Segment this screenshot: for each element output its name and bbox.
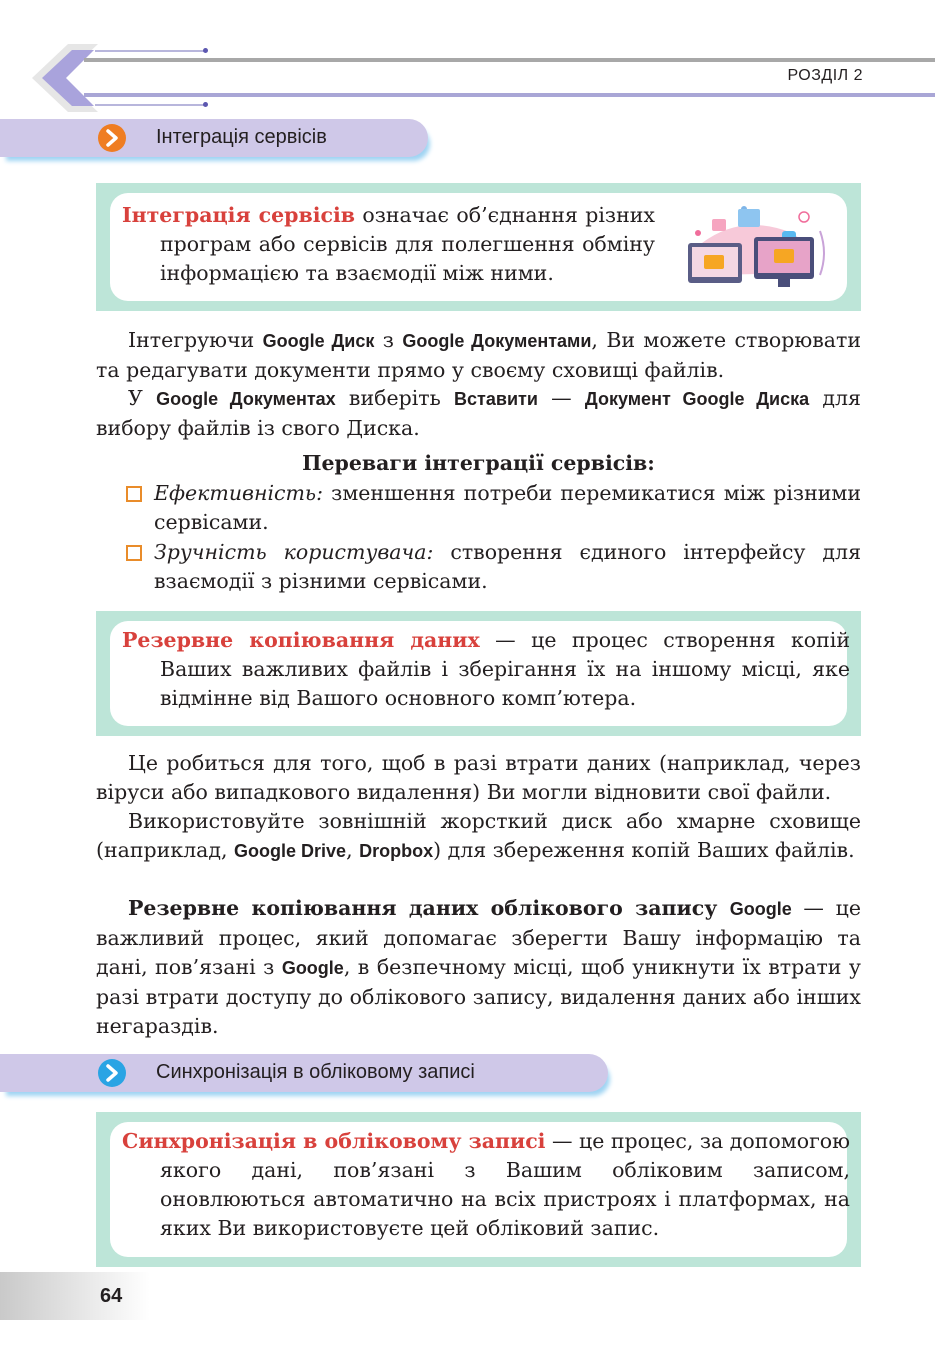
text-run: Google Диск	[262, 331, 375, 351]
text-run: , Ви можете створювати та редагувати документи прямо у своєму сховищі файлів.	[96, 328, 861, 382]
text-run: Google Drive	[234, 841, 347, 861]
chevron-right-icon	[98, 1059, 126, 1087]
chapter-label: РОЗДІЛ 2	[787, 67, 863, 84]
text-run: , в безпечному місці, щоб уникнути їх втрати у разі втрати доступу до облікового запису, видалення даних або інших негараздів.	[96, 955, 861, 1038]
paragraph	[96, 384, 861, 443]
text-run: —	[537, 386, 585, 410]
definition-body: — це процес створення копій Ваших важливих файлів і зберігання їх на іншому місці, яке відмінне від Вашого основного комп’ютера.	[160, 628, 850, 710]
definition-box-backup	[96, 611, 861, 736]
text-run: Використовуйте зовнішній жорсткий диск або хмарне сховище (наприклад,	[96, 809, 861, 862]
paragraph	[96, 326, 861, 385]
list-item-text: зменшення потреби перемикатися між різними сервісами.	[154, 481, 861, 534]
text-run: Google	[729, 899, 792, 919]
header-dot	[203, 102, 208, 107]
checkbox-bullet-icon	[126, 545, 142, 561]
text-run: Вставити	[454, 389, 538, 409]
definition-text	[122, 1127, 850, 1243]
paragraph: Це робиться для того, щоб в разі втрати даних (наприклад, через віруси або випадкового видалення) Ви могли відновити свої файли.	[96, 751, 861, 804]
definition-term: Інтеграція сервісів	[122, 203, 355, 227]
text-run: Інтегруючи	[128, 328, 263, 352]
text-run: Google Документами	[402, 331, 592, 351]
text-run: Google	[281, 958, 344, 978]
paragraph	[96, 807, 861, 866]
text-run: Резервне копіювання даних облікового запису	[128, 896, 730, 920]
header-rule-top	[84, 58, 935, 62]
text-run: з	[374, 328, 403, 352]
footer-band	[0, 1272, 150, 1320]
text-run: Dropbox	[359, 841, 434, 861]
section-title: Синхронізація в обліковому записі	[156, 1061, 475, 1083]
section-heading-integration	[0, 119, 428, 157]
text-run: — це важливий процес, який допомагає зберегти Вашу інформацію та дані, пов’язані з	[96, 896, 861, 979]
section-heading-sync	[0, 1054, 608, 1092]
paragraph	[96, 894, 861, 1041]
section-title: Інтеграція сервісів	[156, 126, 327, 148]
header-rule-bottom	[84, 93, 935, 97]
text-run: для вибору файлів із свого Диска.	[96, 386, 861, 440]
definition-box-integration	[96, 183, 861, 311]
text-run: Документ Google Диска	[584, 389, 810, 409]
header-thin-line	[95, 50, 207, 52]
header-dot	[203, 48, 208, 53]
definition-body: — це процес, за допомогою якого дані, пов’язані з Вашим обліковим записом, оновлюються автоматично на всіх пристроях і платформах, на яких Ви використовуєте цей обліковий запис.	[160, 1129, 850, 1240]
text-run: виберіть	[335, 386, 455, 410]
list-item	[124, 538, 861, 596]
text-run: У	[128, 386, 157, 410]
text-run: Google Документах	[156, 389, 336, 409]
definition-body: означає об’єднання різних програм або сервісів для полегшення обміну інформацією та взаємодії між ними.	[160, 203, 655, 285]
text-run: ) для збереження копій Ваших файлів.	[433, 838, 855, 862]
advantages-heading: Переваги інтеграції сервісів:	[302, 451, 655, 475]
page-number: 64	[100, 1285, 123, 1307]
definition-box-sync	[96, 1112, 861, 1267]
integration-illustration-icon	[682, 203, 832, 291]
chevron-right-icon	[98, 124, 126, 152]
definition-text	[122, 201, 655, 288]
definition-term: Резервне копіювання даних	[122, 628, 480, 652]
list-item	[124, 479, 861, 537]
definition-text	[122, 626, 850, 713]
header-thin-line	[95, 104, 207, 106]
definition-term: Синхронізація в обліковому записі	[122, 1129, 546, 1153]
list-item-term: Ефективність:	[154, 481, 324, 505]
list-item-term: Зручність користувача:	[154, 540, 434, 564]
list-item-text: створення єдиного інтерфейсу для взаємодії з різними сервісами.	[154, 540, 862, 593]
text-run: ,	[346, 838, 360, 862]
checkbox-bullet-icon	[126, 486, 142, 502]
